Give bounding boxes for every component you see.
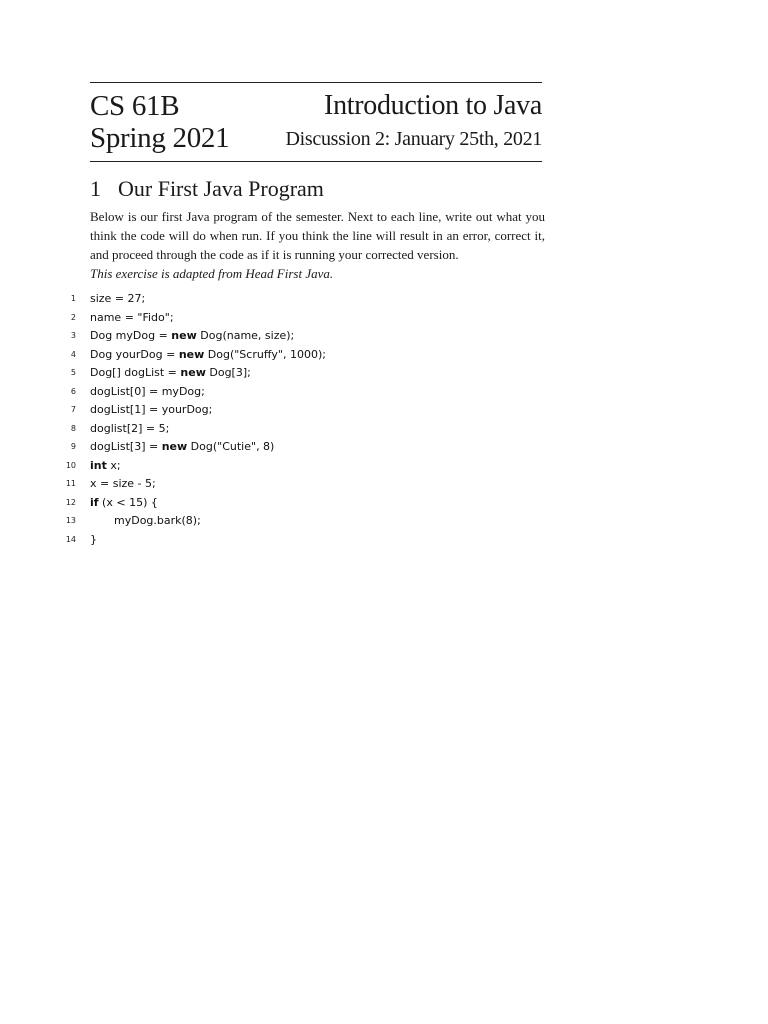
code-text [90, 346, 326, 365]
code-token: Dog("Cutie", 8) [187, 440, 275, 453]
intro-paragraph: Below is our first Java program of the semester. Next to each line, write out what you think the code will do when run. If you think the line will result in an error, correct it, and proceed through the code as if it is running your corrected version. [90, 209, 545, 262]
code-line [0, 512, 768, 531]
code-line [0, 457, 768, 476]
code-line [0, 327, 768, 346]
code-text [90, 290, 145, 309]
line-number: 1 [70, 294, 76, 303]
code-token: (x < 15) { [98, 495, 158, 509]
section-number: 1 [90, 176, 101, 201]
line-number: 2 [70, 312, 76, 322]
line-number: 9 [70, 442, 76, 451]
code-text [90, 531, 97, 550]
code-text [90, 438, 274, 457]
line-number: 3 [70, 331, 76, 340]
code-line [0, 420, 768, 439]
header-top-rule [90, 82, 542, 83]
code-token: } [90, 532, 97, 546]
document-title: Introduction to Java [324, 90, 542, 121]
code-token: dogList[1] = yourDog; [90, 403, 213, 416]
code-keyword: new [161, 440, 188, 453]
code-line [0, 364, 768, 383]
line-number: 4 [70, 349, 76, 359]
code-token: doglist[2] = 5; [90, 421, 170, 435]
code-token: x; [106, 458, 121, 472]
line-number: 12 [65, 497, 76, 507]
line-number: 10 [65, 460, 76, 470]
code-line [0, 401, 768, 420]
course-term: Spring 2021 [90, 122, 230, 154]
code-keyword: new [180, 366, 206, 379]
code-text [90, 457, 121, 476]
code-text [90, 494, 158, 513]
line-number: 5 [70, 368, 76, 377]
code-keyword: new [171, 329, 197, 342]
code-token: size = 27; [90, 292, 146, 305]
code-line [0, 383, 768, 402]
code-text [90, 364, 251, 383]
code-line [0, 346, 768, 365]
code-keyword: int [90, 458, 107, 472]
line-number: 7 [70, 405, 76, 414]
section-title: Our First Java Program [118, 176, 324, 201]
code-line [0, 290, 768, 309]
code-token: dogList[0] = myDog; [90, 384, 205, 398]
code-text [90, 475, 156, 494]
line-number: 14 [65, 534, 76, 544]
code-token: name = "Fido"; [90, 310, 174, 324]
code-text [90, 383, 205, 402]
code-token: myDog.bark(8); [114, 514, 201, 527]
section-intro [90, 207, 545, 283]
code-line [0, 309, 768, 328]
code-listing [0, 290, 768, 549]
code-text [90, 327, 294, 346]
code-token: Dog("Scruffy", 1000); [204, 347, 326, 361]
code-line [0, 475, 768, 494]
code-line [0, 438, 768, 457]
code-token: x = size - 5; [90, 477, 156, 490]
section-heading [90, 178, 324, 200]
code-keyword: new [178, 347, 205, 361]
code-keyword: if [90, 495, 99, 509]
code-token: Dog[] dogList = [90, 366, 181, 379]
attribution-note: This exercise is adapted from Head First Java. [90, 266, 334, 281]
code-token: Dog(name, size); [196, 329, 295, 342]
code-text [90, 401, 212, 420]
code-line [0, 494, 768, 513]
code-token: dogList[3] = [90, 440, 162, 453]
code-text [90, 309, 174, 328]
line-number: 6 [70, 386, 76, 396]
line-number: 13 [65, 516, 76, 525]
code-line [0, 531, 768, 550]
line-number: 8 [70, 423, 76, 433]
code-token: Dog yourDog = [90, 347, 179, 361]
line-number: 11 [65, 479, 76, 488]
code-text [114, 512, 201, 531]
document-subtitle: Discussion 2: January 25th, 2021 [285, 128, 542, 150]
code-token: Dog[3]; [205, 366, 251, 379]
header-bottom-rule [90, 161, 542, 162]
code-text [90, 420, 169, 439]
code-token: Dog myDog = [90, 329, 172, 342]
course-code: CS 61B [90, 90, 180, 122]
